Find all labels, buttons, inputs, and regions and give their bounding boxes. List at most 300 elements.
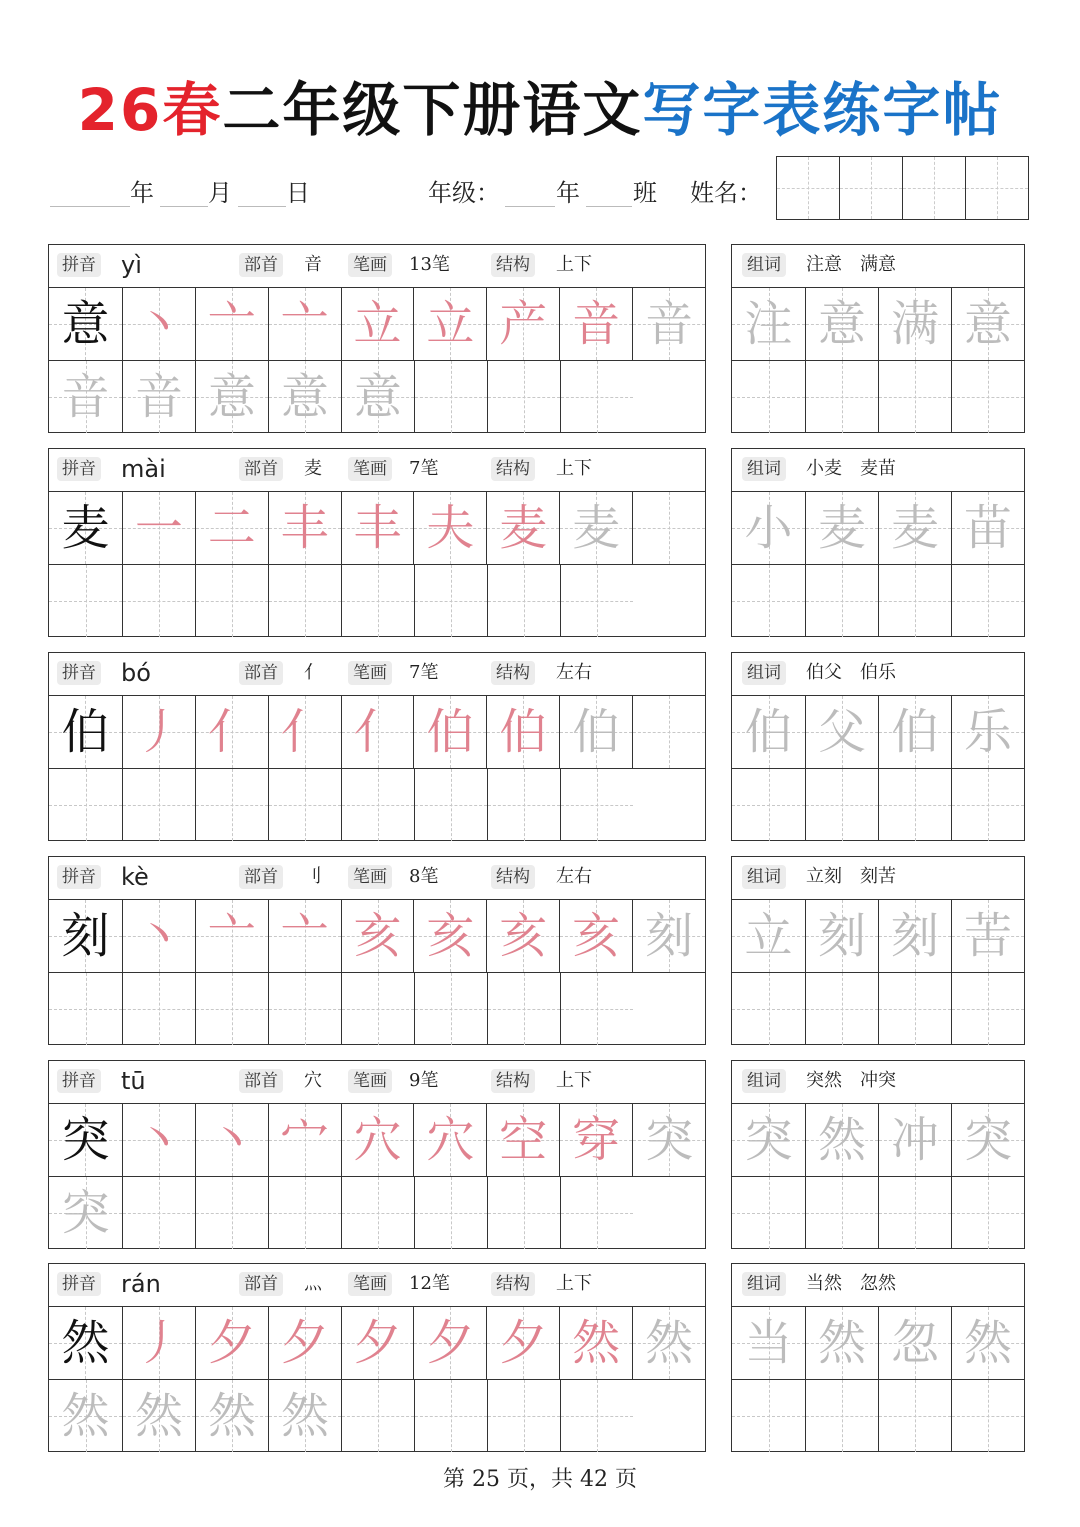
stroke-cell[interactable] — [49, 1177, 122, 1249]
stroke-cell[interactable] — [413, 696, 486, 768]
stroke-step-character: 夕 — [499, 1315, 548, 1371]
stroke-cell[interactable] — [341, 1104, 414, 1176]
trace-character: 麦 — [890, 500, 939, 556]
empty-practice-cell[interactable] — [341, 769, 414, 841]
stroke-step-character: 亻 — [207, 704, 256, 760]
empty-word-cell[interactable] — [878, 1380, 951, 1452]
empty-practice-cell[interactable] — [341, 1380, 414, 1452]
stroke-step-character: 夕 — [280, 1315, 329, 1371]
trace-character: 突 — [963, 1112, 1012, 1168]
word-cell[interactable] — [951, 288, 1024, 360]
radical-tag: 部首 — [239, 457, 283, 481]
empty-practice-cell[interactable] — [122, 1177, 195, 1249]
empty-practice-cell[interactable] — [268, 973, 341, 1045]
stroke-cell[interactable] — [195, 1307, 268, 1379]
trace-character: 然 — [280, 1388, 329, 1444]
model-character: 然 — [61, 1315, 110, 1371]
stroke-cell[interactable] — [413, 1104, 486, 1176]
stroke-step-character: 夕 — [426, 1315, 475, 1371]
model-character: 麦 — [61, 500, 110, 556]
words-block — [731, 448, 1025, 637]
words-block — [731, 652, 1025, 841]
empty-word-cell[interactable] — [732, 565, 805, 637]
empty-word-cell[interactable] — [805, 1380, 878, 1452]
empty-word-cell[interactable] — [805, 565, 878, 637]
trace-character: 刻 — [645, 908, 694, 964]
stroke-step-character: 亠 — [280, 908, 329, 964]
empty-practice-cell[interactable] — [49, 565, 122, 637]
empty-word-cell[interactable] — [732, 1380, 805, 1452]
stroke-cell[interactable] — [122, 288, 195, 360]
words-tag: 组词 — [742, 661, 786, 685]
empty-practice-cell[interactable] — [560, 1380, 633, 1452]
model-cell[interactable] — [49, 1307, 122, 1379]
practice-header — [49, 245, 705, 288]
trace-character: 然 — [645, 1315, 694, 1371]
stroke-cell[interactable] — [413, 492, 486, 564]
empty-practice-cell[interactable] — [195, 973, 268, 1045]
word-cell[interactable] — [878, 288, 951, 360]
empty-word-cell[interactable] — [878, 361, 951, 433]
stroke-step-character: 空 — [499, 1112, 548, 1168]
trace-character: 然 — [817, 1112, 866, 1168]
grade-year-label: 年 — [556, 179, 580, 207]
empty-practice-cell[interactable] — [560, 1177, 633, 1249]
word-cell[interactable] — [878, 696, 951, 768]
empty-practice-cell[interactable] — [487, 769, 560, 841]
trace-character: 注 — [744, 296, 793, 352]
words-block — [731, 856, 1025, 1045]
word-cell[interactable] — [805, 696, 878, 768]
trace-character: 然 — [817, 1315, 866, 1371]
stroke-step-character: 伯 — [426, 704, 475, 760]
stroke-cell[interactable] — [268, 1307, 341, 1379]
practice-block — [48, 1263, 706, 1452]
stroke-cell[interactable] — [341, 288, 414, 360]
year-blank[interactable] — [50, 206, 130, 207]
title-part-black: 二年级下册语文 — [222, 76, 643, 144]
radical-tag: 部首 — [239, 1069, 283, 1093]
word-cell[interactable] — [951, 1104, 1024, 1176]
empty-practice-cell[interactable] — [195, 1177, 268, 1249]
grade-year-blank[interactable] — [505, 206, 555, 207]
empty-word-cell[interactable] — [951, 769, 1024, 841]
trace-character: 音 — [134, 369, 183, 425]
name-boxes[interactable] — [776, 156, 1029, 220]
empty-word-cell[interactable] — [878, 1177, 951, 1249]
pinyin-value: mài — [121, 455, 166, 483]
word-cell[interactable] — [951, 1307, 1024, 1379]
practice-block — [48, 1060, 706, 1249]
stroke-step-character: 二 — [207, 500, 256, 556]
model-cell[interactable] — [49, 900, 122, 972]
stroke-step-character: 丶 — [207, 1112, 256, 1168]
words-value: 伯父 伯乐 — [806, 662, 896, 683]
word-cell[interactable] — [732, 492, 805, 564]
stroke-step-character: 亠 — [207, 296, 256, 352]
stroke-cell[interactable] — [122, 1104, 195, 1176]
stroke-cell[interactable] — [559, 492, 632, 564]
practice-header — [49, 1264, 705, 1307]
stroke-cell[interactable] — [122, 1380, 195, 1452]
empty-word-cell[interactable] — [732, 769, 805, 841]
empty-word-cell[interactable] — [951, 973, 1024, 1045]
structure-tag: 结构 — [491, 457, 535, 481]
empty-word-cell[interactable] — [951, 1380, 1024, 1452]
stroke-cell[interactable] — [559, 900, 632, 972]
pinyin-value: tū — [121, 1067, 146, 1095]
empty-word-cell[interactable] — [951, 361, 1024, 433]
words-value: 小麦 麦苗 — [806, 458, 896, 479]
radical-value: 亻 — [304, 662, 322, 683]
stroke-cell[interactable] — [632, 288, 705, 360]
stroke-cell[interactable] — [268, 361, 341, 433]
trace-character: 小 — [744, 500, 793, 556]
word-cell[interactable] — [951, 492, 1024, 564]
stroke-step-character: 亠 — [280, 296, 329, 352]
trace-character: 冲 — [890, 1112, 939, 1168]
empty-practice-cell[interactable] — [414, 769, 487, 841]
model-character: 意 — [61, 296, 110, 352]
practice-header — [49, 653, 705, 696]
trace-character: 父 — [817, 704, 866, 760]
empty-practice-cell[interactable] — [487, 1177, 560, 1249]
stroke-step-character: 亻 — [280, 704, 329, 760]
strokes-tag: 笔画 — [348, 1272, 392, 1296]
model-cell[interactable] — [49, 492, 122, 564]
empty-practice-cell[interactable] — [268, 769, 341, 841]
name-label: 姓名： — [690, 179, 762, 207]
day-blank[interactable] — [238, 206, 286, 207]
empty-practice-cell[interactable] — [487, 973, 560, 1045]
stroke-step-character: 伯 — [499, 704, 548, 760]
empty-practice-cell[interactable] — [195, 769, 268, 841]
structure-value: 上下 — [556, 254, 592, 275]
empty-practice-cell[interactable] — [560, 565, 633, 637]
word-cell[interactable] — [805, 1307, 878, 1379]
title-part-red: 26春 — [77, 76, 223, 144]
stroke-cell[interactable] — [195, 1380, 268, 1452]
empty-practice-cell[interactable] — [49, 769, 122, 841]
trace-character: 刻 — [817, 908, 866, 964]
empty-word-cell[interactable] — [732, 973, 805, 1045]
trace-character: 突 — [744, 1112, 793, 1168]
stroke-step-character: 宀 — [280, 1112, 329, 1168]
words-tag: 组词 — [742, 1272, 786, 1296]
stroke-cell[interactable] — [559, 696, 632, 768]
stroke-step-character: 立 — [426, 296, 475, 352]
empty-practice-cell[interactable] — [122, 973, 195, 1045]
stroke-cell[interactable] — [195, 900, 268, 972]
stroke-cell[interactable] — [486, 696, 559, 768]
stroke-cell[interactable] — [413, 900, 486, 972]
stroke-cell[interactable] — [341, 696, 414, 768]
grade-class-label: 班 — [633, 179, 657, 207]
trace-character: 麦 — [817, 500, 866, 556]
empty-practice-cell[interactable] — [632, 492, 705, 564]
word-cell[interactable] — [732, 288, 805, 360]
stroke-step-character: 丰 — [280, 500, 329, 556]
empty-word-cell[interactable] — [732, 361, 805, 433]
month-label: 月 — [208, 179, 232, 207]
empty-word-cell[interactable] — [805, 973, 878, 1045]
stroke-cell[interactable] — [486, 1307, 559, 1379]
stroke-cell[interactable] — [268, 1104, 341, 1176]
stroke-cell[interactable] — [341, 361, 414, 433]
word-cell[interactable] — [805, 492, 878, 564]
empty-practice-cell[interactable] — [195, 565, 268, 637]
model-cell[interactable] — [49, 1104, 122, 1176]
stroke-cell[interactable] — [49, 1380, 122, 1452]
word-cell[interactable] — [951, 900, 1024, 972]
stroke-cell[interactable] — [122, 1307, 195, 1379]
empty-word-cell[interactable] — [805, 1177, 878, 1249]
stroke-cell[interactable] — [632, 1104, 705, 1176]
grade-class-blank[interactable] — [586, 206, 632, 207]
structure-value: 上下 — [556, 1070, 592, 1091]
empty-practice-cell[interactable] — [632, 696, 705, 768]
pinyin-tag: 拼音 — [57, 865, 101, 889]
strokes-value: 7笔 — [409, 458, 439, 479]
pinyin-value: rán — [121, 1270, 161, 1298]
empty-word-cell[interactable] — [951, 565, 1024, 637]
model-character: 刻 — [61, 908, 110, 964]
word-cell[interactable] — [951, 696, 1024, 768]
structure-tag: 结构 — [491, 1272, 535, 1296]
trace-character: 伯 — [890, 704, 939, 760]
radical-value: 麦 — [304, 458, 322, 479]
empty-word-cell[interactable] — [878, 769, 951, 841]
stroke-cell[interactable] — [268, 288, 341, 360]
strokes-tag: 笔画 — [348, 253, 392, 277]
stroke-cell[interactable] — [122, 900, 195, 972]
trace-character: 音 — [61, 369, 110, 425]
model-cell[interactable] — [49, 696, 122, 768]
word-cell[interactable] — [732, 696, 805, 768]
practice-header — [49, 857, 705, 900]
model-character: 突 — [61, 1112, 110, 1168]
stroke-cell[interactable] — [559, 1104, 632, 1176]
stroke-cell[interactable] — [632, 900, 705, 972]
stroke-cell[interactable] — [268, 492, 341, 564]
trace-character: 意 — [817, 296, 866, 352]
empty-word-cell[interactable] — [878, 973, 951, 1045]
model-character: 伯 — [61, 704, 110, 760]
words-value: 当然 忽然 — [806, 1273, 896, 1294]
stroke-cell[interactable] — [49, 361, 122, 433]
empty-practice-cell[interactable] — [487, 1380, 560, 1452]
stroke-step-character: 丶 — [134, 908, 183, 964]
trace-character: 苦 — [963, 908, 1012, 964]
empty-practice-cell[interactable] — [268, 565, 341, 637]
stroke-cell[interactable] — [486, 492, 559, 564]
stroke-step-character: 产 — [499, 296, 548, 352]
stroke-step-character: 夕 — [353, 1315, 402, 1371]
stroke-step-character: 一 — [134, 500, 183, 556]
stroke-step-character: 穿 — [572, 1112, 621, 1168]
trace-character: 刻 — [890, 908, 939, 964]
empty-practice-cell[interactable] — [414, 1177, 487, 1249]
grade-label: 年级： — [428, 179, 500, 207]
word-cell[interactable] — [805, 1104, 878, 1176]
word-cell[interactable] — [732, 1307, 805, 1379]
stroke-cell[interactable] — [268, 1380, 341, 1452]
empty-practice-cell[interactable] — [341, 1177, 414, 1249]
pinyin-value: bó — [121, 659, 151, 687]
pinyin-value: yì — [121, 251, 142, 279]
word-cell[interactable] — [878, 1104, 951, 1176]
practice-header — [49, 449, 705, 492]
model-cell[interactable] — [49, 288, 122, 360]
empty-practice-cell[interactable] — [414, 361, 487, 433]
words-tag: 组词 — [742, 865, 786, 889]
trace-character: 麦 — [572, 500, 621, 556]
structure-value: 上下 — [556, 1273, 592, 1294]
page-footer: 第 25 页，共 42 页 — [443, 1467, 637, 1492]
trace-character: 然 — [61, 1388, 110, 1444]
stroke-step-character: 然 — [572, 1315, 621, 1371]
stroke-cell[interactable] — [486, 288, 559, 360]
empty-practice-cell[interactable] — [414, 973, 487, 1045]
empty-word-cell[interactable] — [805, 769, 878, 841]
stroke-step-character: 音 — [572, 296, 621, 352]
structure-value: 上下 — [556, 458, 592, 479]
pinyin-tag: 拼音 — [57, 457, 101, 481]
trace-character: 意 — [207, 369, 256, 425]
stroke-cell[interactable] — [122, 492, 195, 564]
stroke-cell[interactable] — [486, 1104, 559, 1176]
pinyin-tag: 拼音 — [57, 1069, 101, 1093]
stroke-cell[interactable] — [486, 900, 559, 972]
stroke-cell[interactable] — [559, 288, 632, 360]
word-cell[interactable] — [805, 288, 878, 360]
radical-value: 音 — [304, 254, 322, 275]
empty-practice-cell[interactable] — [341, 973, 414, 1045]
empty-practice-cell[interactable] — [487, 565, 560, 637]
words-block — [731, 1263, 1025, 1452]
practice-block — [48, 652, 706, 841]
empty-practice-cell[interactable] — [414, 1380, 487, 1452]
empty-practice-cell[interactable] — [122, 565, 195, 637]
strokes-tag: 笔画 — [348, 865, 392, 889]
stroke-step-character: 穴 — [426, 1112, 475, 1168]
structure-value: 左右 — [556, 866, 592, 887]
stroke-cell[interactable] — [413, 1307, 486, 1379]
structure-tag: 结构 — [491, 661, 535, 685]
trace-character: 满 — [890, 296, 939, 352]
stroke-step-character: 亥 — [572, 908, 621, 964]
stroke-step-character: 丶 — [134, 1112, 183, 1168]
trace-character: 意 — [353, 369, 402, 425]
stroke-cell[interactable] — [195, 288, 268, 360]
trace-character: 然 — [207, 1388, 256, 1444]
word-cell[interactable] — [732, 900, 805, 972]
trace-character: 苗 — [963, 500, 1012, 556]
empty-practice-cell[interactable] — [414, 565, 487, 637]
practice-header — [49, 1061, 705, 1104]
practice-block — [48, 448, 706, 637]
trace-character: 忽 — [890, 1315, 939, 1371]
empty-word-cell[interactable] — [878, 565, 951, 637]
stroke-step-character: 立 — [353, 296, 402, 352]
empty-practice-cell[interactable] — [560, 769, 633, 841]
empty-practice-cell[interactable] — [487, 361, 560, 433]
pinyin-tag: 拼音 — [57, 253, 101, 277]
empty-word-cell[interactable] — [951, 1177, 1024, 1249]
word-cell[interactable] — [732, 1104, 805, 1176]
stroke-cell[interactable] — [268, 900, 341, 972]
radical-tag: 部首 — [239, 865, 283, 889]
word-cell[interactable] — [878, 900, 951, 972]
word-cell[interactable] — [805, 900, 878, 972]
empty-practice-cell[interactable] — [560, 361, 633, 433]
stroke-step-character: 亥 — [353, 908, 402, 964]
words-header — [732, 1061, 1024, 1104]
stroke-cell[interactable] — [341, 1307, 414, 1379]
word-cell[interactable] — [878, 1307, 951, 1379]
empty-practice-cell[interactable] — [560, 973, 633, 1045]
trace-character: 伯 — [744, 704, 793, 760]
month-blank[interactable] — [160, 206, 208, 207]
structure-tag: 结构 — [491, 865, 535, 889]
words-value: 突然 冲突 — [806, 1070, 896, 1091]
words-tag: 组词 — [742, 1069, 786, 1093]
stroke-cell[interactable] — [341, 492, 414, 564]
stroke-cell[interactable] — [195, 492, 268, 564]
trace-character: 突 — [61, 1185, 110, 1241]
radical-tag: 部首 — [239, 661, 283, 685]
strokes-value: 9笔 — [409, 1070, 439, 1091]
title-part-blue: 写字表练字帖 — [642, 76, 1003, 144]
strokes-value: 7笔 — [409, 662, 439, 683]
trace-character: 意 — [963, 296, 1012, 352]
stroke-cell[interactable] — [268, 696, 341, 768]
stroke-cell[interactable] — [195, 361, 268, 433]
stroke-cell[interactable] — [195, 1104, 268, 1176]
structure-tag: 结构 — [491, 1069, 535, 1093]
radical-tag: 部首 — [239, 1272, 283, 1296]
stroke-cell[interactable] — [632, 1307, 705, 1379]
pinyin-value: kè — [121, 863, 149, 891]
stroke-cell[interactable] — [559, 1307, 632, 1379]
words-header — [732, 857, 1024, 900]
trace-character: 音 — [645, 296, 694, 352]
word-cell[interactable] — [878, 492, 951, 564]
stroke-step-character: 亥 — [426, 908, 475, 964]
radical-value: 穴 — [304, 1070, 322, 1091]
strokes-value: 12笔 — [409, 1273, 450, 1294]
trace-character: 然 — [134, 1388, 183, 1444]
trace-character: 突 — [645, 1112, 694, 1168]
stroke-cell[interactable] — [195, 696, 268, 768]
stroke-cell[interactable] — [122, 361, 195, 433]
empty-practice-cell[interactable] — [122, 769, 195, 841]
empty-word-cell[interactable] — [732, 1177, 805, 1249]
stroke-step-character: 丿 — [134, 704, 183, 760]
empty-word-cell[interactable] — [805, 361, 878, 433]
day-label: 日 — [286, 179, 310, 207]
words-header — [732, 245, 1024, 288]
empty-practice-cell[interactable] — [341, 565, 414, 637]
stroke-cell[interactable] — [122, 696, 195, 768]
stroke-cell[interactable] — [341, 900, 414, 972]
empty-practice-cell[interactable] — [268, 1177, 341, 1249]
words-tag: 组词 — [742, 253, 786, 277]
strokes-tag: 笔画 — [348, 457, 392, 481]
stroke-step-character: 穴 — [353, 1112, 402, 1168]
empty-practice-cell[interactable] — [49, 973, 122, 1045]
stroke-cell[interactable] — [413, 288, 486, 360]
